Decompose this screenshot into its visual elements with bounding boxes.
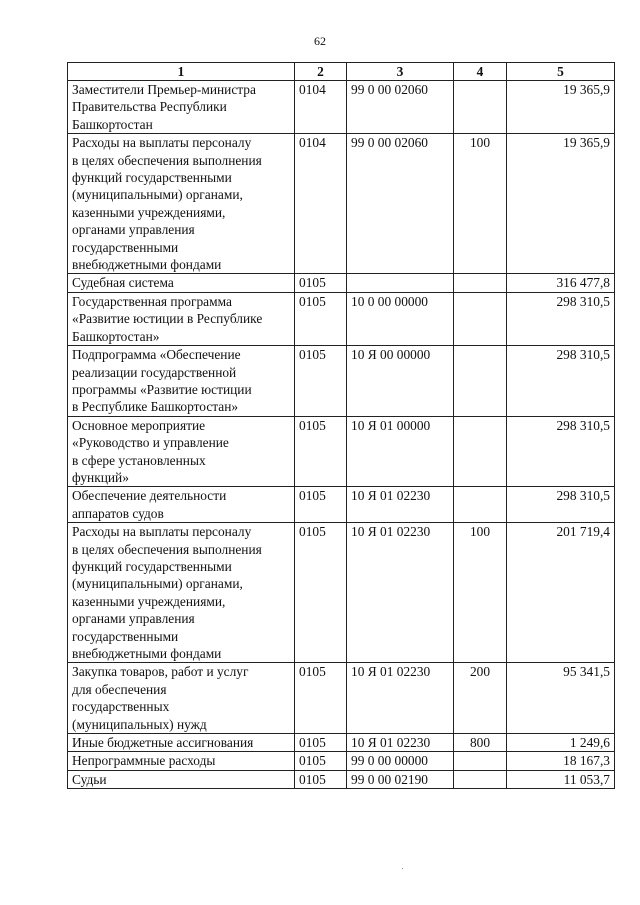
cell-expense-type [454,292,507,345]
cell-name: Закупка товаров, работ и услуг для обеспечения государственных (муниципальных) нужд [68,663,295,734]
cell-name: Непрограммные расходы [68,752,295,770]
scan-speck [402,868,403,869]
table-row [68,523,615,663]
cell-expense-type: 100 [454,523,507,663]
cell-section-code: 0105 [295,292,347,345]
cell-amount: 298 310,5 [507,416,615,487]
cell-section-code: 0104 [295,81,347,134]
header-col-1: 1 [68,63,295,81]
cell-expense-type [454,487,507,523]
table-row [68,274,615,292]
header-col-3: 3 [347,63,454,81]
table-header-row [68,63,615,81]
cell-section-code: 0105 [295,487,347,523]
cell-target-article: 10 Я 01 02230 [347,523,454,663]
cell-target-article [347,274,454,292]
cell-name: Расходы на выплаты персоналу в целях обеспечения выполнения функций государственными (муниципальными) органами, казенными учреждениями, органами управления государственными внебюджетными фондами [68,134,295,274]
cell-target-article: 99 0 00 02060 [347,134,454,274]
cell-amount: 18 167,3 [507,752,615,770]
cell-name: Обеспечение деятельности аппаратов судов [68,487,295,523]
cell-amount: 19 365,9 [507,134,615,274]
header-col-4: 4 [454,63,507,81]
cell-name: Иные бюджетные ассигнования [68,734,295,752]
table-row [68,663,615,734]
header-col-5: 5 [507,63,615,81]
budget-table [67,62,615,789]
cell-name: Государственная программа «Развитие юстиции в Республике Башкортостан» [68,292,295,345]
cell-section-code: 0105 [295,346,347,417]
table-row [68,487,615,523]
cell-target-article: 10 0 00 00000 [347,292,454,345]
table-row [68,770,615,788]
cell-name: Судьи [68,770,295,788]
cell-section-code: 0104 [295,134,347,274]
cell-target-article: 10 Я 01 00000 [347,416,454,487]
table-row [68,734,615,752]
cell-amount: 298 310,5 [507,346,615,417]
page-number: 62 [314,34,326,48]
cell-amount: 1 249,6 [507,734,615,752]
cell-amount: 298 310,5 [507,487,615,523]
cell-target-article: 10 Я 01 02230 [347,663,454,734]
cell-section-code: 0105 [295,523,347,663]
cell-target-article: 10 Я 01 02230 [347,734,454,752]
cell-expense-type [454,416,507,487]
cell-amount: 298 310,5 [507,292,615,345]
table-row [68,416,615,487]
cell-amount: 316 477,8 [507,274,615,292]
cell-name: Основное мероприятие «Руководство и управление в сфере установленных функций» [68,416,295,487]
header-col-2: 2 [295,63,347,81]
cell-name: Подпрограмма «Обеспечение реализации государственной программы «Развитие юстиции в Республике Башкортостан» [68,346,295,417]
cell-target-article: 10 Я 01 02230 [347,487,454,523]
cell-target-article: 99 0 00 00000 [347,752,454,770]
table-row [68,81,615,134]
cell-section-code: 0105 [295,770,347,788]
cell-target-article: 99 0 00 02190 [347,770,454,788]
table-row [68,134,615,274]
cell-expense-type: 800 [454,734,507,752]
cell-section-code: 0105 [295,752,347,770]
cell-expense-type [454,770,507,788]
cell-name: Расходы на выплаты персоналу в целях обеспечения выполнения функций государственными (муниципальными) органами, казенными учреждениями, органами управления государственными внебюджетными фондами [68,523,295,663]
cell-target-article: 99 0 00 02060 [347,81,454,134]
cell-amount: 11 053,7 [507,770,615,788]
cell-expense-type [454,752,507,770]
cell-section-code: 0105 [295,734,347,752]
cell-expense-type [454,81,507,134]
table-row [68,346,615,417]
cell-target-article: 10 Я 00 00000 [347,346,454,417]
cell-name: Судебная система [68,274,295,292]
cell-section-code: 0105 [295,416,347,487]
cell-name: Заместители Премьер-министра Правительства Республики Башкортостан [68,81,295,134]
cell-expense-type [454,346,507,417]
table-row [68,292,615,345]
cell-expense-type: 100 [454,134,507,274]
cell-section-code: 0105 [295,274,347,292]
cell-expense-type [454,274,507,292]
cell-amount: 95 341,5 [507,663,615,734]
table-row [68,752,615,770]
cell-expense-type: 200 [454,663,507,734]
cell-amount: 19 365,9 [507,81,615,134]
cell-section-code: 0105 [295,663,347,734]
cell-amount: 201 719,4 [507,523,615,663]
